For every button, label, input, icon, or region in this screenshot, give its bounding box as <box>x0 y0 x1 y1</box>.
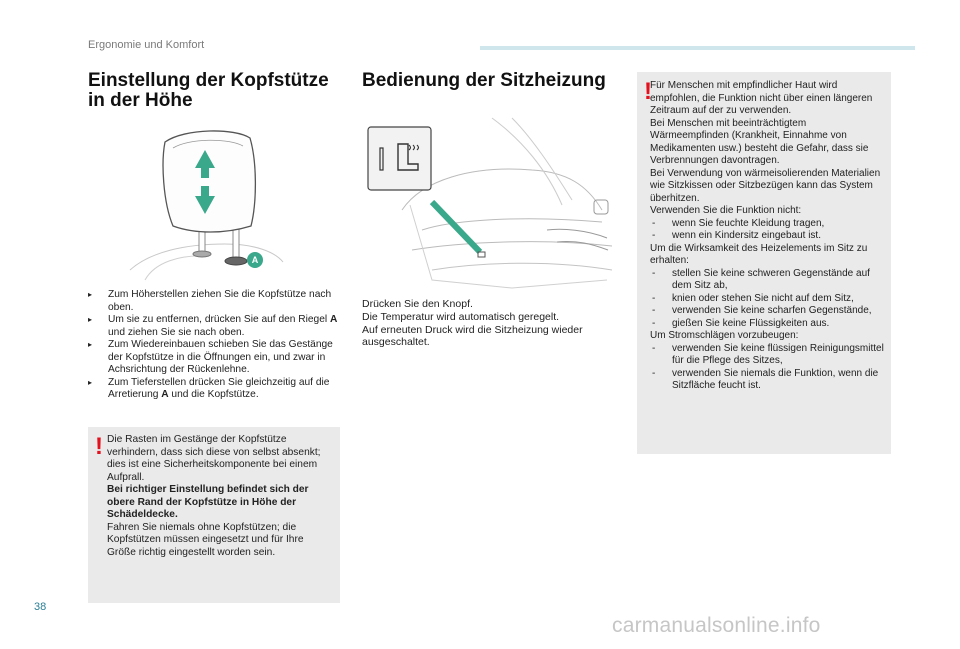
seat-heating-warning-text: Für Menschen mit empfindlicher Haut wird empfohlen, die Funktion nicht über einen längeren Zeitraum auf der zu verwenden. Bei Menschen mit beeinträchtigtem Wärmeempfinden (Krankheit, Einnahme von Medikamenten usw.) besteht die Gefahr, dass sie Verbrennungen davontragen. Bei Verwendung von wärmeisolierenden Materialien wie Sitzkissen oder Sitzbezügen kann das System überhitzen. Verwenden Sie die Funktion nicht: - wenn Sie feuchte Kleidung tragen, - wenn ein Kindersitz eingebaut ist. Um die Wirksamkeit des Heizelements im Sitz zu erhalten: - stellen Sie keine schweren Gegenstände auf dem Sitz ab, - knien oder stehen Sie nicht auf dem Sitz, - verwenden Sie keine scharfen Gegenstände, - gießen Sie keine Flüssigkeiten aus. Um Stromschlägen vorzubeugen: - verwenden Sie keine flüssigen Reinigungsmittel für die Pflege des Sitzes, - verwenden Sie niemals die Funktion, wenn die Sitzfläche feucht ist. <box>650 80 887 393</box>
headrest-warning-text: Die Rasten im Gestänge der Kopfstütze verhindern, dass sich diese von selbst absenkt; dies ist eine Sicherheitskomponente bei einem Aufprall. Bei richtiger Einstellung befindet sich der obere Rand der Kopfstütze in Höhe der Schädeldecke. Fahren Sie niemals ohne Kopfstützen; die Kopfstützen müssen eingesetzt und für Ihre Größe richtig eingestellt worden sein. <box>107 434 321 558</box>
seat-heating-instructions: Drücken Sie den Knopf. Die Temperatur wird automatisch geregelt. Auf erneuten Druck wird die Sitzheizung wieder ausgeschaltet. <box>362 298 583 349</box>
list-item: - verwenden Sie keine scharfen Gegenstände, <box>652 305 872 316</box>
section-header: Ergonomie und Komfort <box>88 39 205 51</box>
seat-heating-illustration <box>362 110 624 295</box>
callout-a: A <box>247 252 263 268</box>
dash-list <box>650 343 887 393</box>
list-item: - stellen Sie keine schweren Gegenstände auf dem Sitz ab, <box>652 267 870 291</box>
list-item: - verwenden Sie niemals die Funktion, wenn die Sitzfläche feucht ist. <box>652 367 879 391</box>
header-bar <box>480 46 915 50</box>
list-item: ▸ Um sie zu entfernen, drücken Sie auf den Riegel A und ziehen Sie sie nach oben. <box>88 314 338 338</box>
triangle-bullet-icon: ▸ <box>88 377 93 387</box>
list-item: - wenn Sie feuchte Kleidung tragen, <box>652 217 825 229</box>
list-item: - gießen Sie keine Flüssigkeiten aus. <box>652 317 830 329</box>
watermark: carmanualsonline.info <box>612 614 821 637</box>
list-item: - knien oder stehen Sie nicht auf dem Sitz, <box>652 292 854 304</box>
triangle-bullet-icon: ▸ <box>88 290 93 299</box>
headrest-warning-panel <box>88 427 340 603</box>
seat-heating-warning-panel <box>637 72 891 454</box>
headrest-steps <box>88 289 343 402</box>
headrest-title: Einstellung der Kopfstütze in der Höhe <box>88 70 329 111</box>
list-item: ▸ Zum Höherstellen ziehen Sie die Kopfstütze nach oben. <box>88 289 332 313</box>
triangle-bullet-icon: ▸ <box>88 340 93 349</box>
page-number: 38 <box>34 601 47 613</box>
warning-icon: ! <box>95 433 103 460</box>
seat-heating-title: Bedienung der Sitzheizung <box>362 70 606 91</box>
warning-icon: ! <box>644 78 652 105</box>
list-item: - verwenden Sie keine flüssigen Reinigungsmittel für die Pflege des Sitzes, <box>652 342 884 366</box>
dash-list <box>650 218 887 243</box>
list-item: - wenn ein Kindersitz eingebaut ist. <box>652 230 821 241</box>
dash-list <box>650 268 887 331</box>
list-item: ▸ Zum Tieferstellen drücken Sie gleichzeitig auf die Arretierung A und die Kopfstütze. <box>88 376 330 400</box>
list-item: ▸ Zum Wiedereinbauen schieben Sie das Gestänge der Kopfstütze in die Öffnungen ein, und zwar in Achsrichtung der Rückenlehne. <box>88 339 333 375</box>
triangle-bullet-icon: ▸ <box>88 315 93 324</box>
